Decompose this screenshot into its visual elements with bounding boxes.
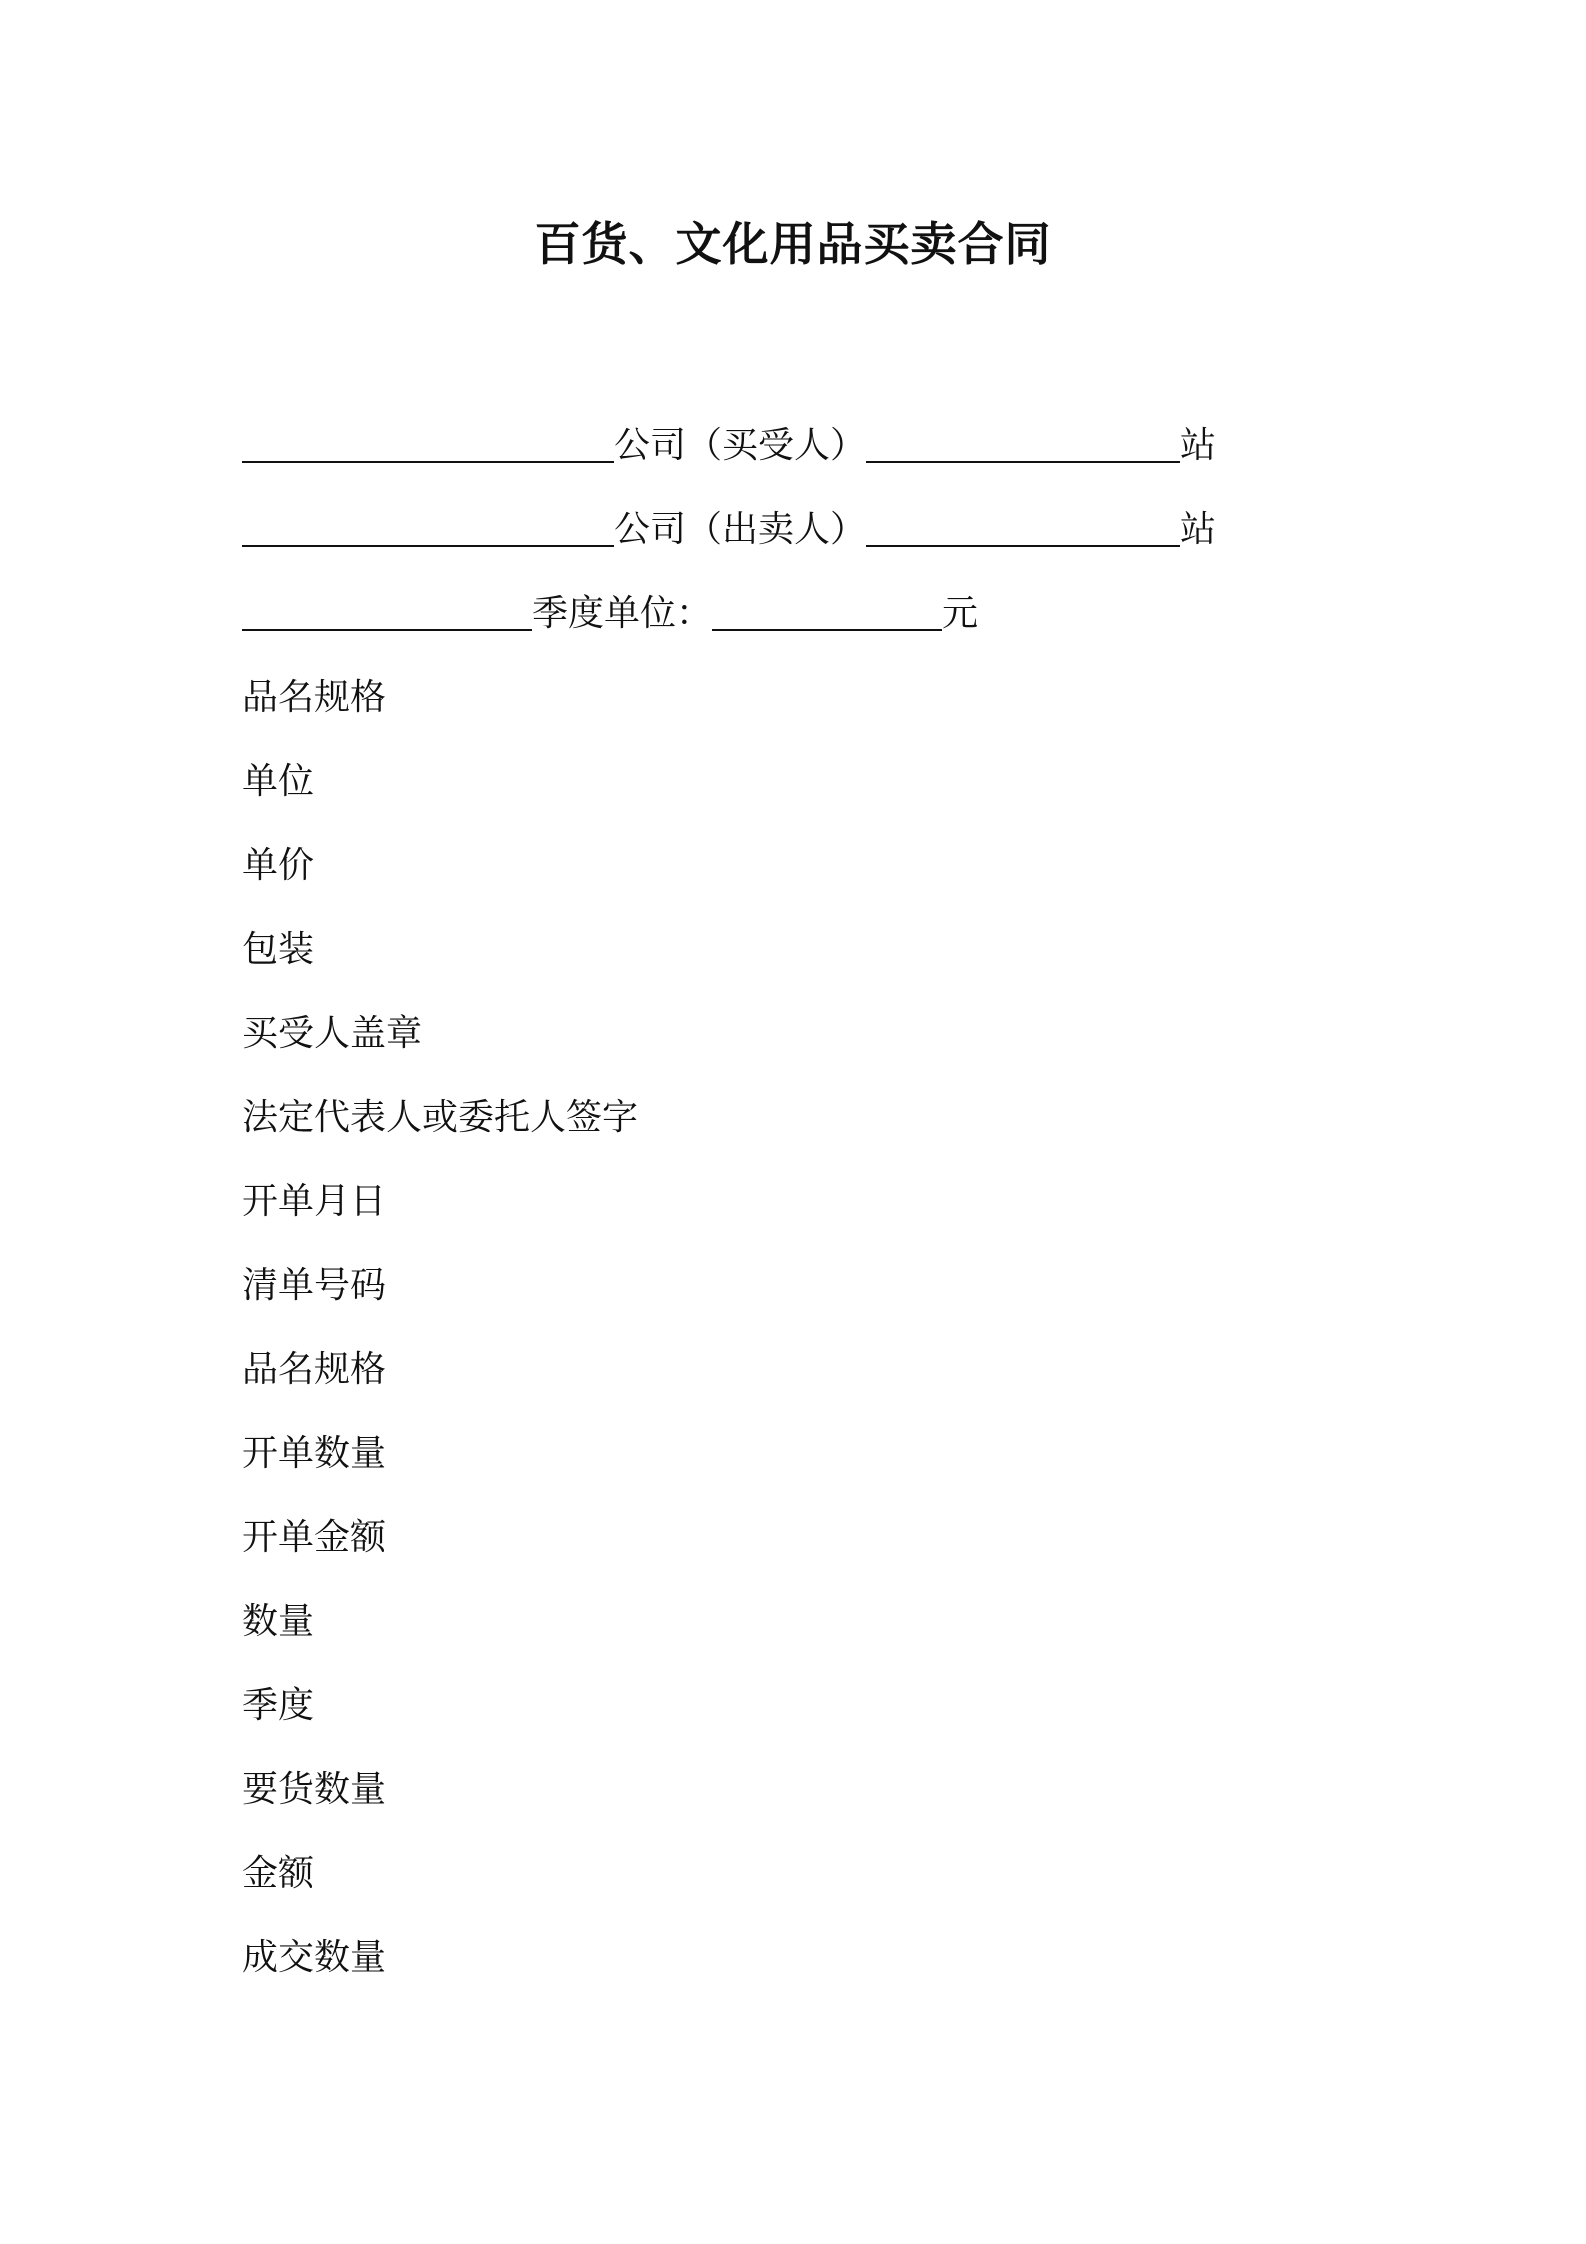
quarter-blank[interactable] xyxy=(242,583,532,631)
field-line: 金额 xyxy=(242,1853,315,1894)
field-line: 买受人盖章 xyxy=(242,1013,423,1054)
field-line: 清单号码 xyxy=(242,1265,387,1306)
field-line: 数量 xyxy=(242,1601,315,1642)
field-line: 品名规格 xyxy=(242,677,387,718)
field-line: 包装 xyxy=(242,929,315,970)
seller-label: 公司（出卖人） xyxy=(614,509,867,550)
quarter-label: 季度单位： xyxy=(532,593,713,634)
amount-blank[interactable] xyxy=(712,583,942,631)
seller-company-blank[interactable] xyxy=(242,499,614,547)
field-line: 开单数量 xyxy=(242,1433,387,1474)
field-line: 季度 xyxy=(242,1685,315,1726)
field-line: 品名规格 xyxy=(242,1349,387,1390)
buyer-line xyxy=(242,404,1352,488)
buyer-station-suffix: 站 xyxy=(1180,425,1217,466)
field-line: 单价 xyxy=(242,845,315,886)
document-title: 百货、文化用品买卖合同 xyxy=(534,217,1052,271)
quarter-line xyxy=(242,572,1352,656)
seller-station-blank[interactable] xyxy=(866,499,1180,547)
contract-body xyxy=(242,404,1352,2000)
field-line: 成交数量 xyxy=(242,1937,387,1978)
field-line: 法定代表人或委托人签字 xyxy=(242,1097,639,1138)
buyer-station-blank[interactable] xyxy=(866,415,1180,463)
amount-unit: 元 xyxy=(942,593,979,634)
seller-station-suffix: 站 xyxy=(1180,509,1217,550)
field-line: 要货数量 xyxy=(242,1769,387,1810)
field-line: 开单金额 xyxy=(242,1517,387,1558)
field-line: 开单月日 xyxy=(242,1181,387,1222)
field-line: 单位 xyxy=(242,761,315,802)
buyer-company-blank[interactable] xyxy=(242,415,614,463)
seller-line xyxy=(242,488,1352,572)
buyer-label: 公司（买受人） xyxy=(614,425,867,466)
